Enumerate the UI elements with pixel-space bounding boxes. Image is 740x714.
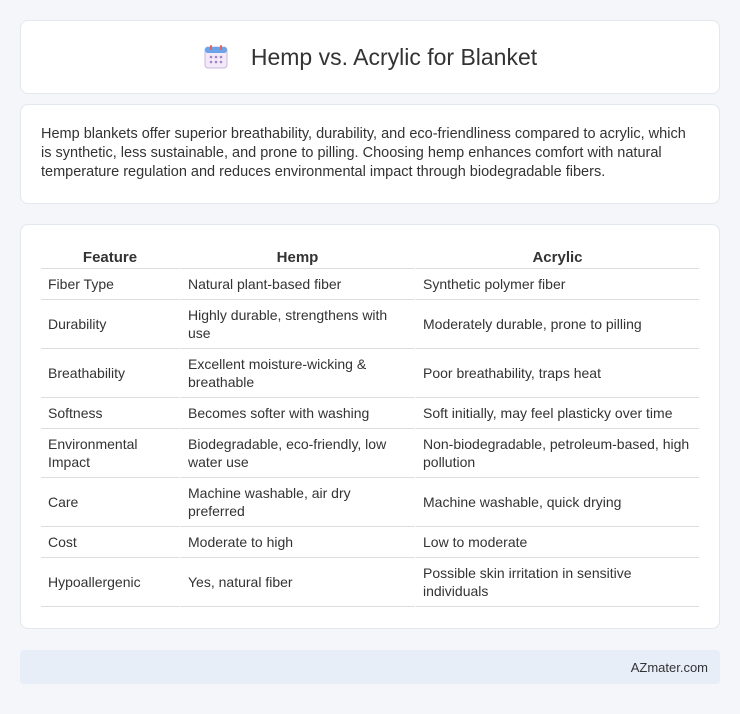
acrylic-cell: Low to moderate xyxy=(416,527,699,558)
acrylic-cell: Poor breathability, traps heat xyxy=(416,349,699,398)
feature-cell: Care xyxy=(41,478,181,527)
hemp-cell: Becomes softer with washing xyxy=(181,398,416,429)
acrylic-cell: Machine washable, quick drying xyxy=(416,478,699,527)
acrylic-cell: Soft initially, may feel plasticky over time xyxy=(416,398,699,429)
table-row xyxy=(41,478,699,527)
page-title: Hemp vs. Acrylic for Blanket xyxy=(250,43,538,70)
hemp-cell: Yes, natural fiber xyxy=(181,558,416,607)
table-row xyxy=(41,398,699,429)
feature-cell: Fiber Type xyxy=(41,269,181,300)
table-row xyxy=(41,300,699,349)
comparison-table-card xyxy=(20,224,720,629)
table-row xyxy=(41,429,699,478)
hemp-cell: Moderate to high xyxy=(181,527,416,558)
feature-cell: Environmental Impact xyxy=(41,429,181,478)
header-acrylic: Acrylic xyxy=(416,245,699,269)
comparison-table xyxy=(41,245,699,607)
feature-cell: Durability xyxy=(41,300,181,349)
acrylic-cell: Synthetic polymer fiber xyxy=(416,269,699,300)
acrylic-cell: Moderately durable, prone to pilling xyxy=(416,300,699,349)
table-row xyxy=(41,527,699,558)
acrylic-cell: Non-biodegradable, petroleum-based, high pollution xyxy=(416,429,699,478)
feature-cell: Breathability xyxy=(41,349,181,398)
hemp-cell: Biodegradable, eco-friendly, low water use xyxy=(181,429,416,478)
summary-text: Hemp blankets offer superior breathability, durability, and eco-friendliness compared to acrylic, which is synthetic, less sustainable, and prone to pilling. Choosing hemp enhances comfort with natural temperature regulation and reduces environmental impact through biodegradable fibers. xyxy=(41,126,686,180)
header-feature: Feature xyxy=(41,245,181,269)
table-row xyxy=(41,269,699,300)
hemp-cell: Excellent moisture-wicking & breathable xyxy=(181,349,416,398)
table-header-row xyxy=(41,245,699,269)
hemp-cell: Highly durable, strengthens with use xyxy=(181,300,416,349)
feature-cell: Softness xyxy=(41,398,181,429)
acrylic-cell: Possible skin irritation in sensitive individuals xyxy=(416,558,699,607)
hemp-cell: Natural plant-based fiber xyxy=(181,269,416,300)
summary-card xyxy=(20,104,720,204)
calendar-icon xyxy=(203,44,229,70)
header-hemp: Hemp xyxy=(181,245,416,269)
feature-cell: Cost xyxy=(41,527,181,558)
hemp-cell: Machine washable, air dry preferred xyxy=(181,478,416,527)
footer-brand: AZmater.com xyxy=(630,659,708,675)
table-row xyxy=(41,558,699,607)
feature-cell: Hypoallergenic xyxy=(41,558,181,607)
footer xyxy=(20,650,720,684)
table-row xyxy=(41,349,699,398)
title-card xyxy=(20,20,720,94)
